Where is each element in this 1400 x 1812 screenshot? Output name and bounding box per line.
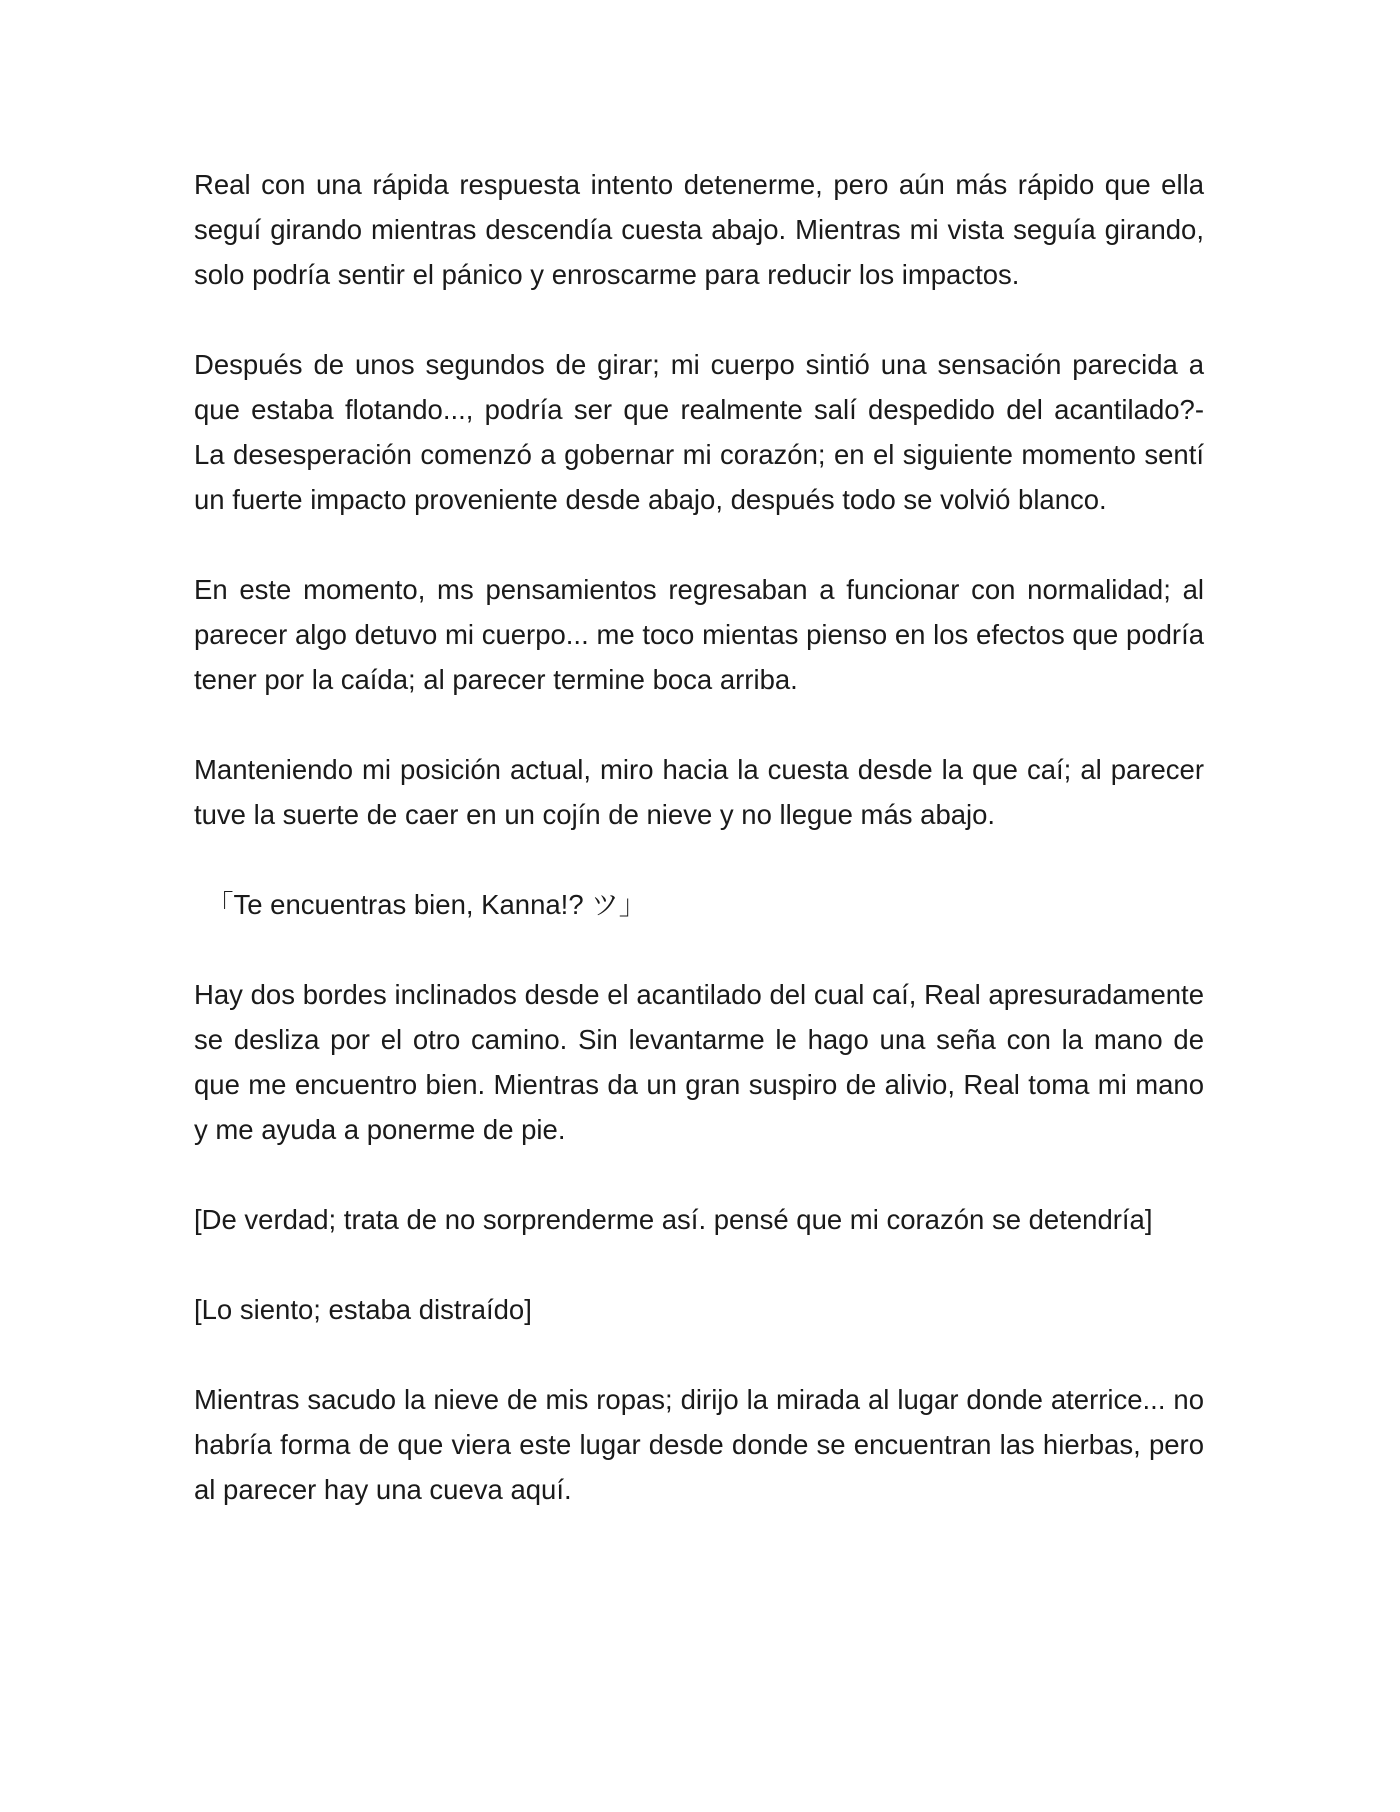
paragraph-4: Manteniendo mi posición actual, miro hacia la cuesta desde la que caí; al parecer tuve la suerte de caer en un cojín de nieve y no llegue más abajo.	[194, 754, 1204, 830]
dialogue-line-2: [De verdad; trata de no sorprenderme así. pensé que mi corazón se detendría]	[194, 1204, 1153, 1235]
paragraph-6: Mientras sacudo la nieve de mis ropas; dirijo la mirada al lugar donde aterrice... no habría forma de que viera este lugar desde donde se encuentran las hierbas, pero al parecer hay una cueva aquí.	[194, 1384, 1204, 1505]
paragraph-1: Real con una rápida respuesta intento detenerme, pero aún más rápido que ella seguí girando mientras descendía cuesta abajo. Mientras mi vista seguía girando, solo podría sentir el pánico y enroscarme para reducir los impactos.	[194, 169, 1204, 290]
dialogue-line-3: [Lo siento; estaba distraído]	[194, 1294, 532, 1325]
paragraph-5: Hay dos bordes inclinados desde el acantilado del cual caí, Real apresuradamente se desliza por el otro camino. Sin levantarme le hago una seña con la mano de que me encuentro bien. Mientras da un gran suspiro de alivio, Real toma mi mano y me ayuda a ponerme de pie.	[194, 979, 1204, 1145]
paragraph-3: En este momento, ms pensamientos regresaban a funcionar con normalidad; al parecer algo detuvo mi cuerpo... me toco mientas pienso en los efectos que podría tener por la caída; al parecer termine boca arriba.	[194, 574, 1204, 695]
document-body	[194, 162, 1204, 1512]
paragraph-2: Después de unos segundos de girar; mi cuerpo sintió una sensación parecida a que estaba flotando..., podría ser que realmente salí despedido del acantilado?- La desesperación comenzó a gobernar mi corazón; en el siguiente momento sentí un fuerte impacto proveniente desde abajo, después todo se volvió blanco.	[194, 349, 1204, 515]
dialogue-line-1: 「Te encuentras bien, Kanna!? ツ」	[206, 889, 647, 920]
